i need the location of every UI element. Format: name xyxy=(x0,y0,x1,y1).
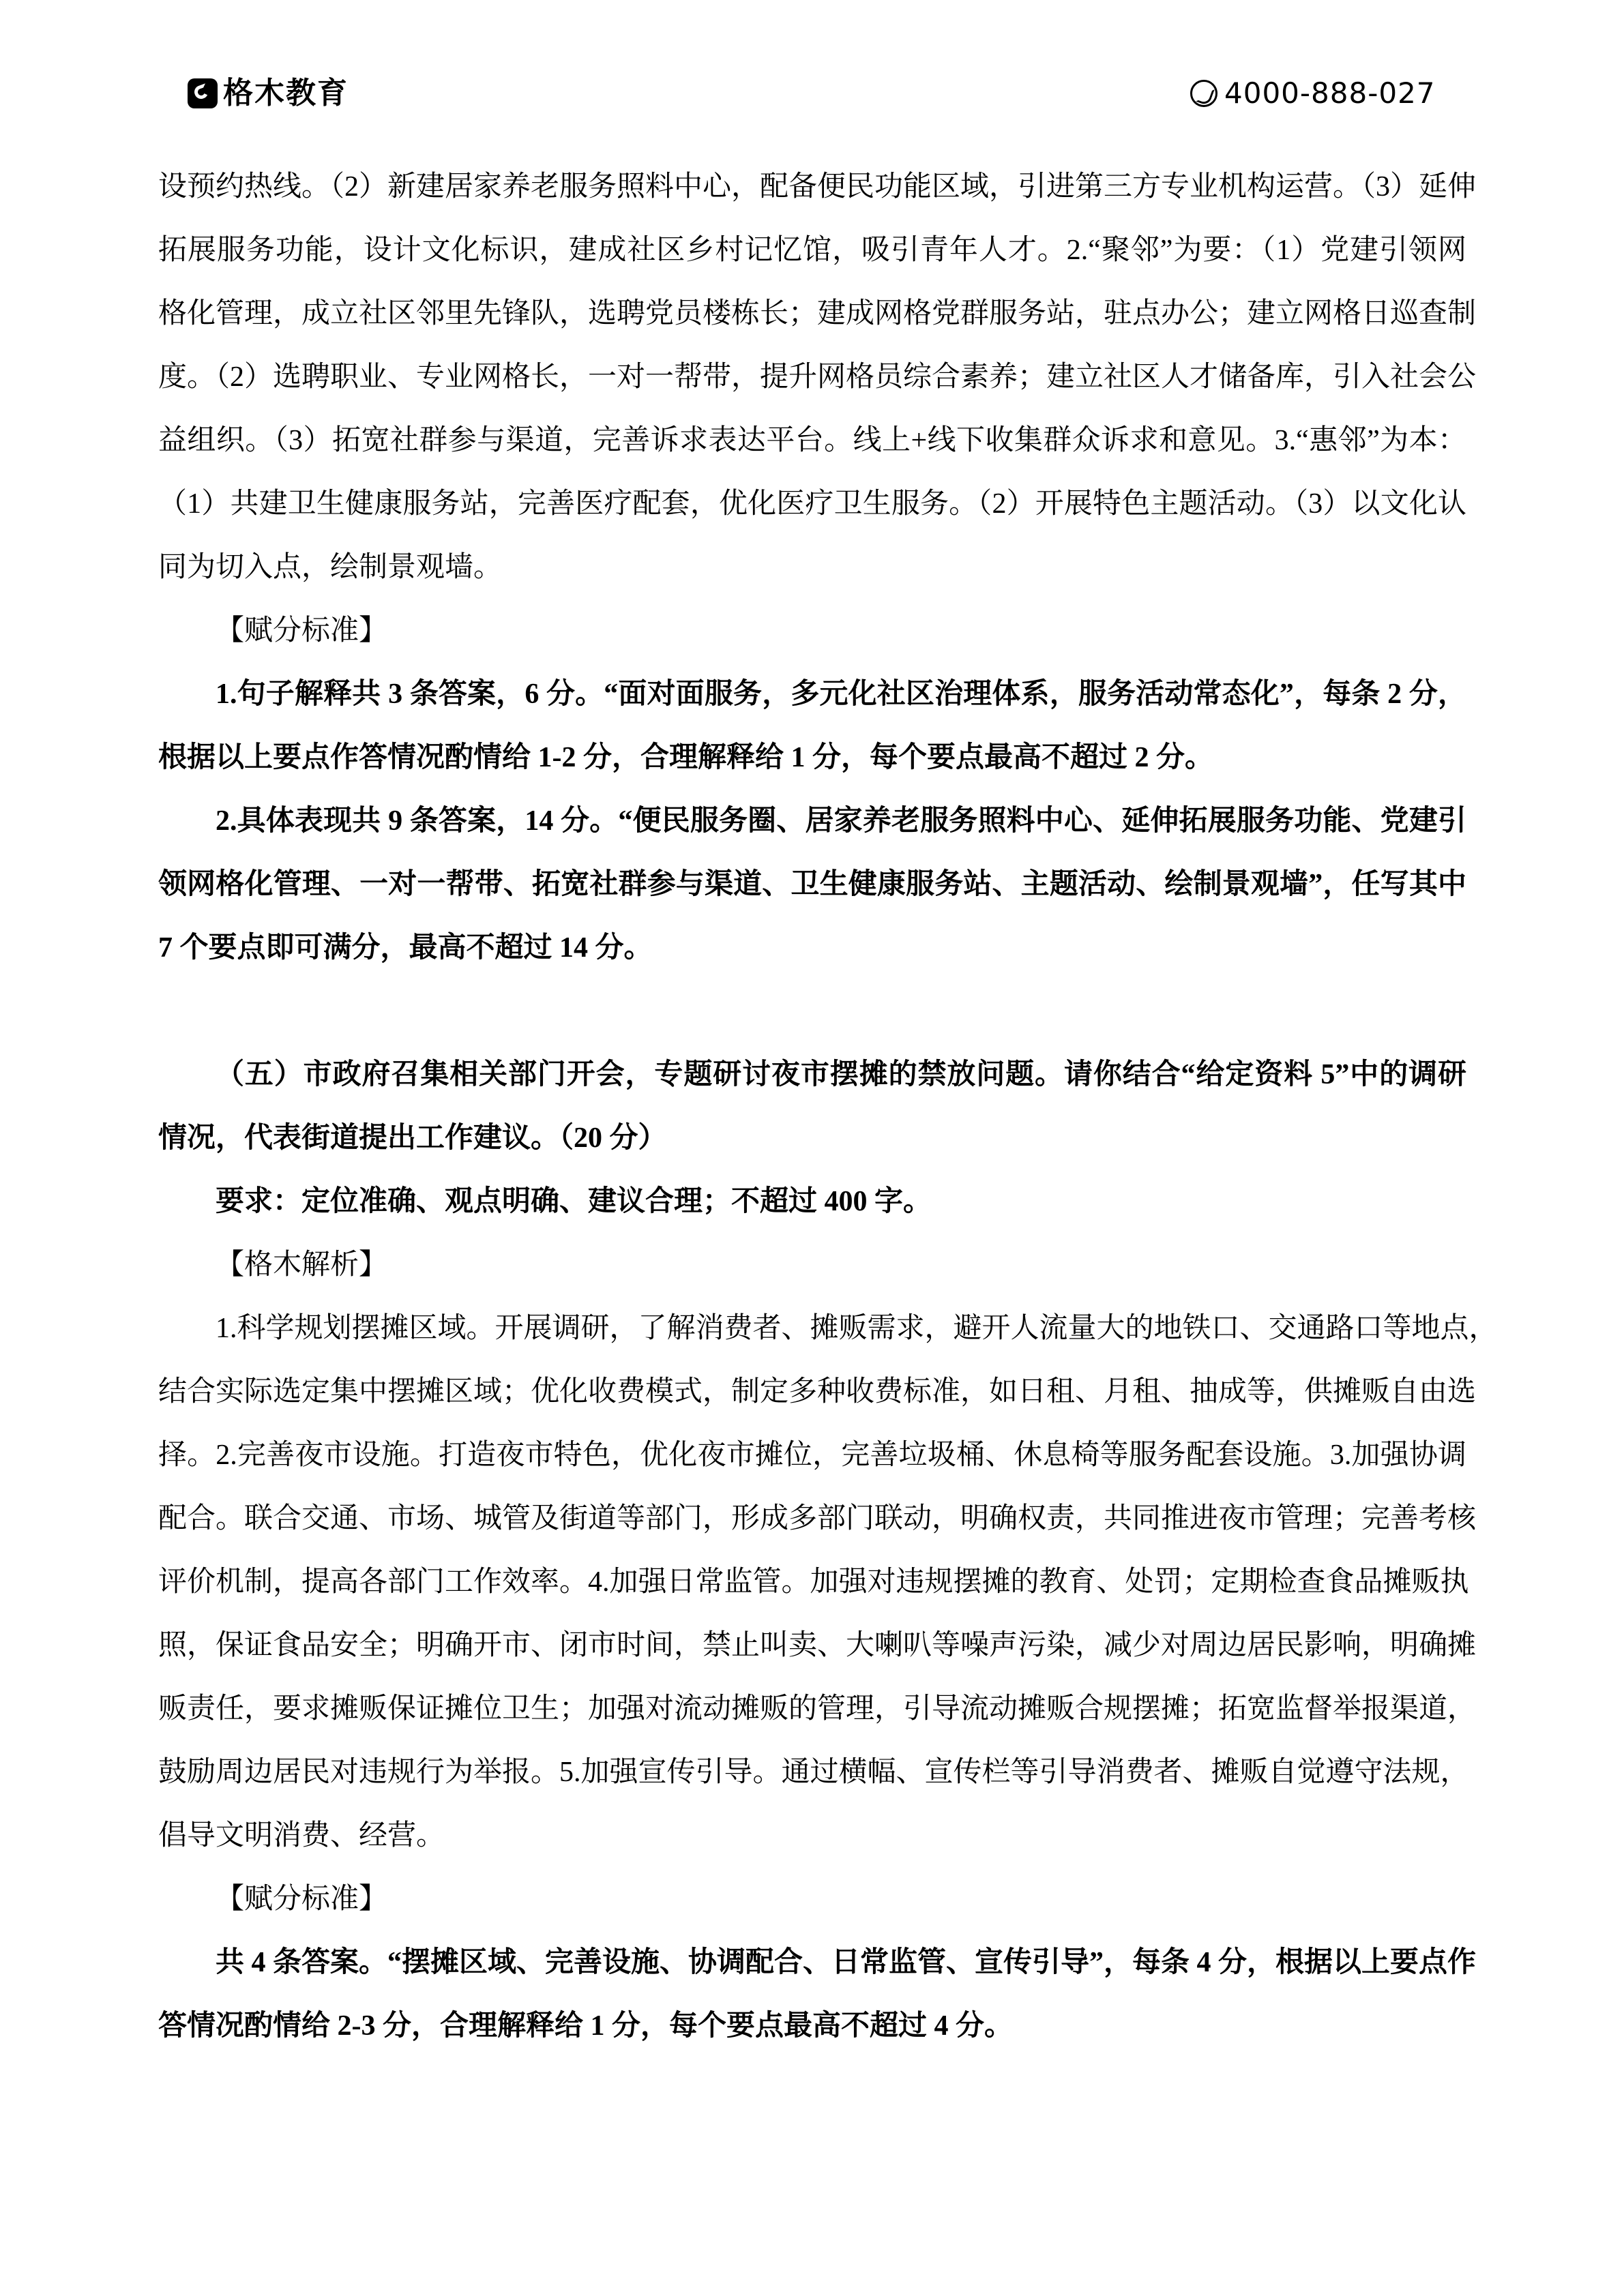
scoring-line: 共 4 条答案。“摆摊区域、完善设施、协调配合、日常监管、宣传引导”，每条 4 分，根据以上要点作 xyxy=(216,1947,1477,1978)
hotline xyxy=(1190,76,1436,110)
scoring-line: 2.具体表现共 9 条答案，14 分。“便民服务圈、居家养老服务照料中心、延伸拓展服务功能、党建引 xyxy=(216,805,1466,837)
analysis-line: 照，保证食品安全；明确开市、闭市时间，禁止叫卖、大喇叭等噪声污染，减少对周边居民影响，明确摊 xyxy=(158,1630,1477,1661)
scoring-item-2 xyxy=(158,790,1466,980)
hotline-number: 4000-888-027 xyxy=(1224,76,1436,110)
answer-line: 拓展服务功能，设计文化标识，建成社区乡村记忆馆，吸引青年人才。2.“聚邻”为要：（1）党建引领网 xyxy=(158,235,1466,266)
brand-name: 格木教育 xyxy=(223,76,349,110)
question-requirement: 要求：定位准确、观点明确、建议合理；不超过 400 字。 xyxy=(216,1186,932,1217)
document-body xyxy=(158,155,1498,2058)
scoring-heading: 【赋分标准】 xyxy=(216,1883,388,1915)
spacer xyxy=(158,980,1466,1043)
phone-icon xyxy=(1190,80,1217,107)
scoring-line: 答情况酌情给 2-3 分，合理解释给 1 分，每个要点最高不超过 4 分。 xyxy=(158,2010,1013,2042)
answer-line: 益组织。（3）拓宽社群参与渠道，完善诉求表达平台。线上+线下收集群众诉求和意见。3.“惠邻”为本： xyxy=(158,425,1466,456)
answer-line: 同为切入点，绘制景观墙。 xyxy=(158,552,503,583)
analysis-line: 鼓励周边居民对违规行为举报。5.加强宣传引导。通过横幅、宣传栏等引导消费者、摊贩自觉遵守法规， xyxy=(158,1757,1469,1788)
question-line: （五）市政府召集相关部门开会，专题研讨夜市摆摊的禁放问题。请你结合“给定资料 5”中的调研 xyxy=(216,1059,1466,1090)
analysis-line: 贩责任，要求摊贩保证摊位卫生；加强对流动摊贩的管理，引导流动摊贩合规摆摊；拓宽监督举报渠道， xyxy=(158,1693,1477,1725)
analysis-line: 评价机制，提高各部门工作效率。4.加强日常监管。加强对违规摆摊的教育、处罚；定期检查食品摊贩执 xyxy=(158,1566,1469,1598)
scoring-line: 根据以上要点作答情况酌情给 1-2 分，合理解释给 1 分，每个要点最高不超过 2 分。 xyxy=(158,742,1213,773)
answer-line: （1）共建卫生健康服务站，完善医疗配套，优化医疗卫生服务。（2）开展特色主题活动。（3）以文化认 xyxy=(158,488,1466,520)
question-line: 情况，代表街道提出工作建议。（20 分） xyxy=(158,1122,667,1154)
scoring-line: 领网格化管理、一对一帮带、拓宽社群参与渠道、卫生健康服务站、主题活动、绘制景观墙”，任写其中 xyxy=(158,869,1466,900)
question-5-scoring xyxy=(158,1931,1477,2058)
analysis-heading: 【格木解析】 xyxy=(216,1249,388,1281)
scoring-item-1 xyxy=(158,663,1466,790)
analysis-line: 配合。联合交通、市场、城管及街道等部门，形成多部门联动，明确权责，共同推进夜市管理；完善考核 xyxy=(158,1503,1477,1534)
scoring-heading: 【赋分标准】 xyxy=(216,615,388,646)
brand-logo xyxy=(188,76,349,110)
section4-answer xyxy=(158,155,1477,599)
question-5-prompt xyxy=(158,1043,1466,1170)
analysis-line: 倡导文明消费、经营。 xyxy=(158,1820,445,1851)
scoring-line: 1.句子解释共 3 条答案，6 分。“面对面服务，多元化社区治理体系，服务活动常态化”，每条 2 分， xyxy=(216,679,1466,710)
e-logo-icon xyxy=(188,78,218,108)
answer-line: 度。（2）选聘职业、专业网格长，一对一帮带，提升网格员综合素养；建立社区人才储备库，引入社会公 xyxy=(158,361,1477,393)
analysis-line: 择。2.完善夜市设施。打造夜市特色，优化夜市摊位，完善垃圾桶、休息椅等服务配套设施。3.加强协调 xyxy=(158,1440,1466,1471)
answer-line: 格化管理，成立社区邻里先锋队，选聘党员楼栋长；建成网格党群服务站，驻点办公；建立网格日巡查制 xyxy=(158,298,1477,329)
scoring-line: 7 个要点即可满分，最高不超过 14 分。 xyxy=(158,932,653,964)
analysis-line: 结合实际选定集中摆摊区域；优化收费模式，制定多种收费标准，如日租、月租、抽成等，供摊贩自由选 xyxy=(158,1376,1477,1407)
answer-line: 设预约热线。（2）新建居家养老服务照料中心，配备便民功能区域，引进第三方专业机构运营。（3）延伸 xyxy=(158,171,1477,203)
page-header xyxy=(0,0,1624,136)
analysis-line: 1.科学规划摆摊区域。开展调研，了解消费者、摊贩需求，避开人流量大的地铁口、交通路口等地点， xyxy=(216,1313,1498,1344)
analysis-body xyxy=(158,1297,1498,1868)
